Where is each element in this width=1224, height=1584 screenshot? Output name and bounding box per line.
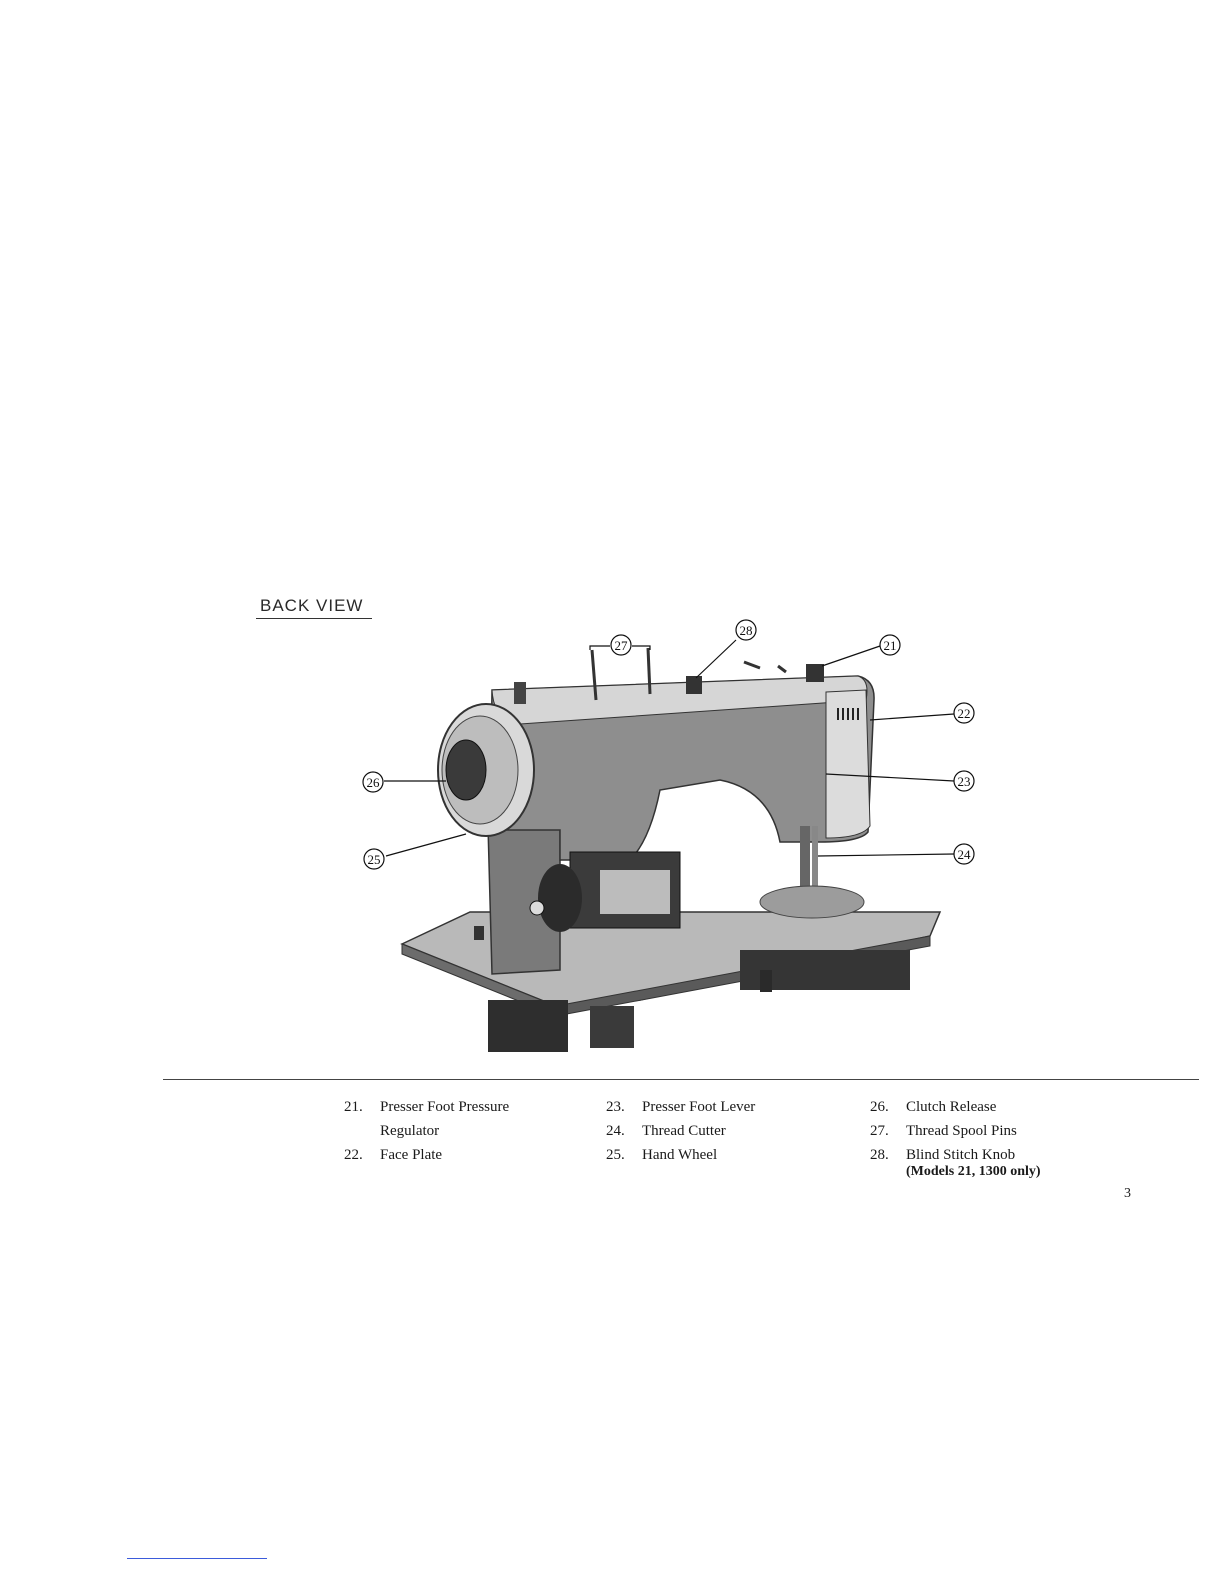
under-base-mechanism bbox=[488, 1000, 568, 1052]
legend-label: Thread Cutter bbox=[642, 1123, 726, 1139]
legend-label: Hand Wheel bbox=[642, 1147, 718, 1163]
legend-number: 25. bbox=[606, 1147, 625, 1163]
legend-label: Blind Stitch Knob bbox=[906, 1147, 1016, 1163]
callout-24: 24 bbox=[957, 847, 971, 862]
legend-column-2 bbox=[606, 1095, 755, 1167]
legend-number: 28. bbox=[870, 1147, 889, 1163]
callout-27: 27 bbox=[614, 638, 628, 653]
legend-number: 21. bbox=[344, 1099, 363, 1115]
clutch-release-knob bbox=[446, 740, 486, 800]
callout-21: 21 bbox=[883, 638, 897, 653]
legend-model-note: (Models 21, 1300 only) bbox=[906, 1164, 1041, 1179]
callout-23: 23 bbox=[957, 774, 971, 789]
legend-number: 24. bbox=[606, 1123, 625, 1139]
sewing-machine-back-view-illustration bbox=[340, 610, 980, 1060]
footnote-separator bbox=[127, 1558, 267, 1559]
legend-item bbox=[870, 1095, 1041, 1119]
legend-number: 22. bbox=[344, 1147, 363, 1163]
pressure-regulator-knob bbox=[806, 664, 824, 682]
legend-label: Presser Foot Pressure bbox=[380, 1099, 510, 1115]
legend-item-continuation bbox=[344, 1119, 509, 1143]
legend-label: Face Plate bbox=[380, 1147, 443, 1163]
callout-28: 28 bbox=[739, 623, 753, 638]
legend-number: 23. bbox=[606, 1099, 625, 1115]
section-heading: BACK VIEW bbox=[260, 596, 364, 615]
blind-stitch-knob bbox=[686, 676, 702, 694]
legend-label: Presser Foot Lever bbox=[642, 1099, 756, 1115]
legend-item bbox=[606, 1143, 755, 1167]
legend-label: Clutch Release bbox=[906, 1099, 997, 1115]
page-number: 3 bbox=[1124, 1186, 1131, 1201]
legend-label: Thread Spool Pins bbox=[906, 1123, 1017, 1139]
legend-number: 27. bbox=[870, 1123, 889, 1139]
legend-label-continued: Regulator bbox=[380, 1123, 440, 1139]
legend-item bbox=[606, 1095, 755, 1119]
legend-item bbox=[606, 1119, 755, 1143]
callout-25: 25 bbox=[367, 852, 381, 867]
legend-column-1 bbox=[344, 1095, 509, 1167]
needle-bar bbox=[800, 826, 810, 896]
callout-22: 22 bbox=[957, 706, 971, 721]
legend-divider bbox=[163, 1079, 1199, 1080]
legend-item bbox=[344, 1095, 509, 1119]
legend-item bbox=[870, 1119, 1041, 1143]
spool-pin bbox=[648, 648, 650, 694]
legend-number: 26. bbox=[870, 1099, 889, 1115]
legend-column-3 bbox=[870, 1095, 1041, 1182]
callout-26: 26 bbox=[366, 775, 380, 790]
legend-item bbox=[344, 1143, 509, 1167]
